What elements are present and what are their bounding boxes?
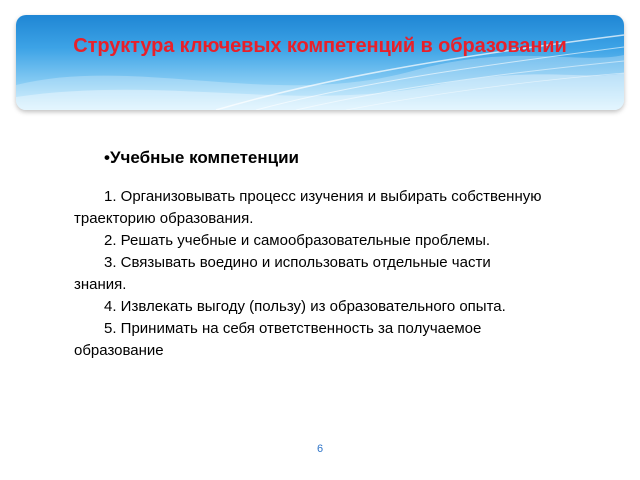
- list-item: 4. Извлекать выгоду (пользу) из образовательного опыта.: [104, 298, 506, 315]
- content-block: [74, 148, 544, 362]
- wave-decoration: [16, 15, 624, 110]
- header-banner: [16, 15, 624, 110]
- competency-list: [74, 186, 544, 362]
- bullet: •: [104, 148, 110, 167]
- list-item: 5. Принимать на себя ответственность за получаемое образование: [74, 320, 482, 359]
- list-item: 1. Организовывать процесс изучения и выбирать собственную траекторию образования.: [74, 188, 542, 227]
- list-item: 3. Связывать воедино и использовать отдельные части знания.: [74, 254, 491, 293]
- list-item: 2. Решать учебные и самообразовательные проблемы.: [104, 232, 491, 249]
- section-heading-text: Учебные компетенции: [109, 148, 300, 167]
- section-heading: [104, 148, 544, 168]
- slide-title: Структура ключевых компетенций в образовании: [73, 35, 567, 57]
- page-number: 6: [316, 443, 324, 455]
